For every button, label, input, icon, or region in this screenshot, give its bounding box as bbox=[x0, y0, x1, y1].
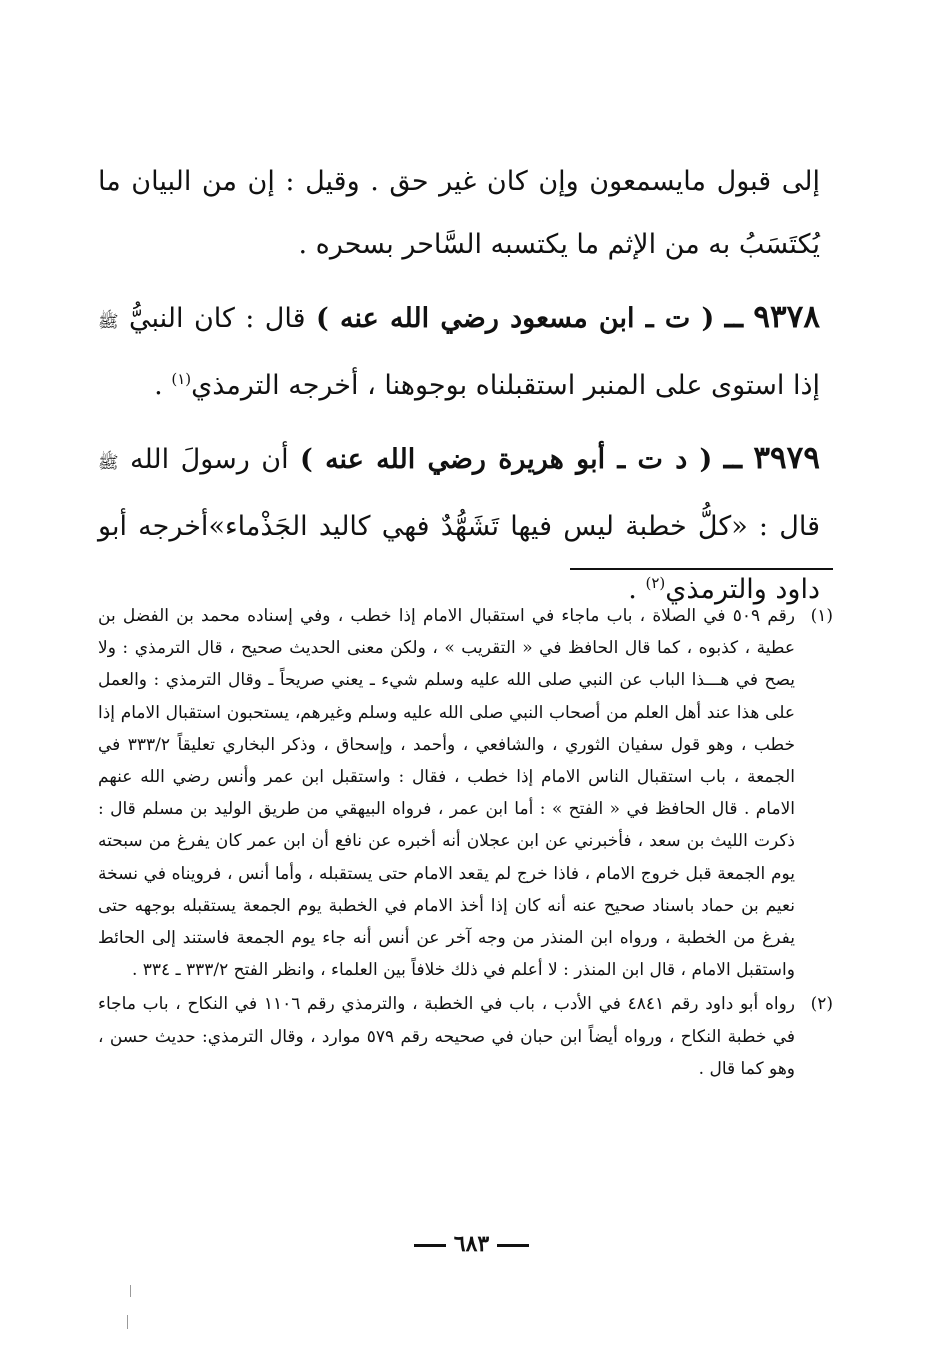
main-text bbox=[98, 150, 820, 621]
footnote-ref: (٢) bbox=[645, 574, 666, 592]
footnote-number: (١) bbox=[810, 606, 833, 626]
scan-mark bbox=[130, 1285, 131, 1297]
footnote-separator bbox=[570, 568, 833, 570]
footnote-ref: (١) bbox=[171, 370, 192, 388]
page-number bbox=[0, 1231, 943, 1257]
hadith-dash: ــ bbox=[724, 299, 743, 335]
salla-glyph: ﷺ bbox=[98, 453, 119, 473]
footnote-1 bbox=[98, 600, 833, 986]
footnote-2 bbox=[98, 988, 833, 1085]
page-number-value: ٦٨٣ bbox=[453, 1231, 490, 1257]
footnote-text: رقم ٥٠٩ في الصلاة ، باب ماجاء في استقبال الامام إذا خطب ، وفي إسناده محمد بن الفضل بن عطية ، كذبوه ، كما قال الحافظ في « التقريب » ، ولكن معنى الحديث صحيح ، قال الترمذي : ولا يصح في هـــذا الباب عن النبي صلى الله عليه وسلم شيء ـ يعني صريحاً ـ وقال الترمذي : والعمل على هذا عند أهل العلم من أصحاب النبي صلى الله عليه وسلم وغيرهم، يستحبون استقبال الامام إذا خطب ، وهو قول سفيان الثوري ، والشافعي ، وأحمد ، وإسحاق ، وذكر البخاري تعليقاً ٣٣٣/٢ في الجمعة ، باب استقبال الناس الامام إذا خطب ، فقال : واستقبل ابن عمر وأنس رضي الله عنهم الامام . قال الحافظ في « الفتح » : أما ابن عمر ، فرواه البيهقي من طريق الوليد بن مسلم قال : ذكرت الليث بن سعد ، فأخبرني عن ابن عجلان أنه أخبره عن نافع أن ابن عمر كان يفرغ من سبحته يوم الجمعة قبل خروج الامام ، فاذا خرج لم يقعد الامام حتى يستقبله ، وأما أنس ، فرويناه في نسخة نعيم بن حماد باسناد صحيح عنه أنه كان إذا أخذ الامام في الخطبة يوم الجمعة يستقبله بوجهه حتى يفرغ من الخطبة ، ورواه ابن المنذر من وجه آخر عن أنس أنه جاء يوم الجمعة فاستند إلى الحائط واستقبل الامام ، قال ابن المنذر : لا أعلم في ذلك خلافاً بين العلماء ، وانظر الفتح ٣٣٣/٢ ـ ٣٣٤ . bbox=[98, 606, 795, 981]
hadith-source: ( د ت ـ أبو هريرة رضي الله عنه ) bbox=[300, 444, 713, 475]
hadith-end: . bbox=[628, 574, 637, 605]
paragraph-continuation: إلى قبول مايسمعون وإن كان غير حق . وقيل : إن من البيان ما يُكتَسَبُ به من الإثم ما يكتسبه السَّاحر بسحره . bbox=[98, 166, 820, 260]
hadith-text: إذا استوى على المنبر استقبلناه بوجوهنا ، أخرجه الترمذي bbox=[191, 370, 820, 401]
hadith-source: ( ت ـ ابن مسعود رضي الله عنه ) bbox=[316, 303, 715, 334]
hadith-9378 bbox=[98, 286, 820, 417]
page-number-dash bbox=[497, 1244, 529, 1247]
hadith-end: . bbox=[154, 370, 163, 401]
hadith-3979 bbox=[98, 427, 820, 621]
salla-glyph: ﷺ bbox=[98, 312, 119, 332]
hadith-text: أن رسولَ الله bbox=[130, 444, 289, 475]
footnote-text: رواه أبو داود رقم ٤٨٤١ في الأدب ، باب في الخطبة ، والترمذي رقم ١١٠٦ في النكاح ، باب ماجاء في خطبة النكاح ، ورواه أيضاً ابن حبان في صحيحه رقم ٥٧٩ موارد ، وقال الترمذي: حديث حسن ، وهو كما قال . bbox=[98, 994, 796, 1079]
hadith-number: ٩٣٧٨ bbox=[753, 299, 820, 335]
footnote-number: (٢) bbox=[810, 994, 833, 1015]
footnotes bbox=[98, 600, 833, 1087]
hadith-text: قال : كان النبيُّ bbox=[128, 303, 306, 334]
hadith-dash: ــ bbox=[723, 440, 742, 476]
scan-mark bbox=[127, 1315, 128, 1329]
hadith-number: ٣٩٧٩ bbox=[753, 440, 820, 476]
page-number-dash bbox=[414, 1244, 446, 1247]
hadith-text: قال : «كلُّ خطبة ليس فيها تَشَهُّدٌ فهي كاليد الجَذْماء»أخرجه أبو داود والترمذي bbox=[98, 511, 820, 605]
